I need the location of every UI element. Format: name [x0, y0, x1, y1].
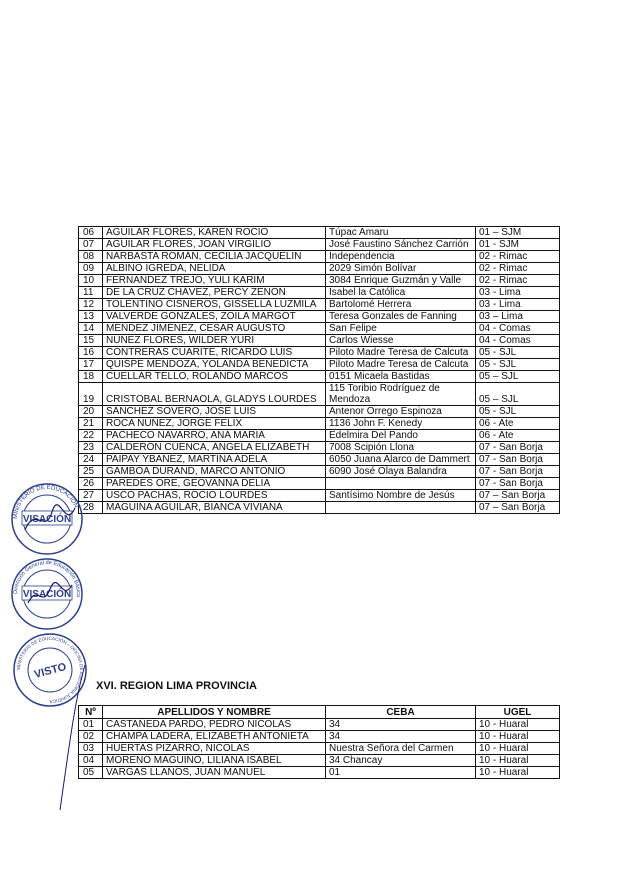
cell-ceba: Carlos Wiesse: [326, 335, 476, 347]
cell-ugel: 06 - Ate: [476, 430, 560, 442]
header-number: Nº: [79, 706, 103, 719]
cell-ceba: Edelmira Del Pando: [326, 430, 476, 442]
table-row: [79, 335, 560, 347]
cell-ugel: 05 - SJL: [476, 347, 560, 359]
cell-name: TOLENTINO CISNEROS, GISSELLA LUZMILA: [103, 299, 326, 311]
cell-ceba: 1136 John F. Kenedy: [326, 418, 476, 430]
stamp-center-text: VISACIÓN: [22, 514, 72, 525]
cell-n: 19: [79, 383, 103, 406]
cell-ugel: 05 – SJL: [476, 371, 560, 383]
cell-ugel: 02 - Rimac: [476, 251, 560, 263]
cell-ugel: 07 - San Borja: [476, 442, 560, 454]
table-row: [79, 466, 560, 478]
cell-n: 17: [79, 359, 103, 371]
cell-n: 22: [79, 430, 103, 442]
cell-n: 20: [79, 406, 103, 418]
cell-n: 18: [79, 371, 103, 383]
cell-ugel: 07 - San Borja: [476, 454, 560, 466]
table-row: [79, 418, 560, 430]
cell-n: 09: [79, 263, 103, 275]
cell-n: 25: [79, 466, 103, 478]
cell-ceba: Piloto Madre Teresa de Calcuta: [326, 359, 476, 371]
stamp-ring-text: MINISTERIO DE EDUCACIÓN: [12, 484, 79, 520]
table-row: [79, 239, 560, 251]
cell-name: CONTRERAS CUARITE, RICARDO LUIS: [103, 347, 326, 359]
cell-n: 14: [79, 323, 103, 335]
table-row: [79, 251, 560, 263]
table-row: [79, 299, 560, 311]
cell-ugel: 02 - Rimac: [476, 263, 560, 275]
cell-name: QUISPE MENDOZA, YOLANDA BENEDICTA: [103, 359, 326, 371]
table-row: [79, 478, 560, 490]
cell-name: DE LA CRUZ CHÁVEZ, PERCY ZENON: [103, 287, 326, 299]
cell-ceba: José Faustino Sánchez Carrión: [326, 239, 476, 251]
cell-name: GAMBOA DURAND, MARCO ANTONIO: [103, 466, 326, 478]
cell-ceba: Santísimo Nombre de Jesús: [326, 490, 476, 502]
table-header-row: [79, 706, 560, 719]
table-row: [79, 442, 560, 454]
stamp-ring-text: MINISTERIO DE EDUCACIÓN – OFICINA DE ASESORÍA JURÍDICA: [15, 635, 85, 705]
cell-n: 04: [79, 755, 103, 767]
header-name: APELLIDOS Y NOMBRE: [103, 706, 326, 719]
cell-name: MORENO MAGUIÑO, LILIANA ISABEL: [103, 755, 326, 767]
table-row: [79, 263, 560, 275]
cell-ceba: Bartolomé Herrera: [326, 299, 476, 311]
signature-line-visto: [30, 660, 100, 820]
table-row: [79, 323, 560, 335]
cell-ugel: 10 - Huaral: [476, 743, 560, 755]
cell-ceba: 6050 Juana Alarco de Dammert: [326, 454, 476, 466]
cell-name: SÁNCHEZ SOVERO, JOSE LUIS: [103, 406, 326, 418]
cell-ceba: [326, 478, 476, 490]
cell-name: NUÑEZ FLORES, WILDER YURI: [103, 335, 326, 347]
cell-name: PAREDES ORÉ, GEOVANNA DELIA: [103, 478, 326, 490]
cell-name: CASTAÑEDA PARDO, PEDRO NICOLAS: [103, 719, 326, 731]
cell-ceba: Independencia: [326, 251, 476, 263]
cell-n: 08: [79, 251, 103, 263]
cell-ugel: 07 – San Borja: [476, 490, 560, 502]
cell-ugel: 10 - Huaral: [476, 719, 560, 731]
cell-n: 13: [79, 311, 103, 323]
cell-name: VALVERDE GONZALES, ZOILA MARGOT: [103, 311, 326, 323]
cell-ceba: 34 Chancay: [326, 755, 476, 767]
cell-name: CUELLAR TELLO, ROLANDO MARCOS: [103, 371, 326, 383]
cell-ceba: 7008 Scipión Llona: [326, 442, 476, 454]
cell-name: MÉNDEZ JIMÉNEZ, CESAR AUGUSTO: [103, 323, 326, 335]
cell-n: 16: [79, 347, 103, 359]
cell-n: 15: [79, 335, 103, 347]
table-row: [79, 275, 560, 287]
cell-name: CHAMPA LADERA, ELIZABETH ANTONIETA: [103, 731, 326, 743]
cell-n: 11: [79, 287, 103, 299]
cell-ugel: 06 - Ate: [476, 418, 560, 430]
table-row: [79, 430, 560, 442]
table-row: [79, 371, 560, 383]
cell-name: ALBINO IGREDA, NELIDA: [103, 263, 326, 275]
cell-n: 24: [79, 454, 103, 466]
cell-ugel: 07 - San Borja: [476, 466, 560, 478]
table-row: [79, 454, 560, 466]
cell-n: 10: [79, 275, 103, 287]
table-row: [79, 383, 560, 406]
header-ceba: CEBA: [326, 706, 476, 719]
cell-name: NARBASTA ROMÁN, CECILIA JACQUELIN: [103, 251, 326, 263]
cell-name: VARGAS LLANOS, JUAN MANUEL: [103, 767, 326, 779]
cell-ceba: San Felipe: [326, 323, 476, 335]
cell-ugel: 10 - Huaral: [476, 767, 560, 779]
table-row: [79, 719, 560, 731]
table-body: [79, 227, 560, 514]
cell-name: HUERTAS PIZARRO, NICOLAS: [103, 743, 326, 755]
cell-ugel: 05 - SJL: [476, 406, 560, 418]
cell-ugel: 02 - Rimac: [476, 275, 560, 287]
table-row: [79, 227, 560, 239]
table-row: [79, 406, 560, 418]
cell-n: 02: [79, 731, 103, 743]
cell-ugel: 04 - Comas: [476, 335, 560, 347]
cell-ceba: Teresa Gonzales de Fanning: [326, 311, 476, 323]
cell-n: 06: [79, 227, 103, 239]
cell-ugel: 05 - SJL: [476, 359, 560, 371]
header-ugel: UGEL: [476, 706, 560, 719]
cell-ugel: 07 - San Borja: [476, 478, 560, 490]
cell-name: MAGUIÑA AGUILAR, BIANCA VIVIANA: [103, 502, 326, 514]
cell-ugel: 10 - Huaral: [476, 731, 560, 743]
cell-ceba: 3084 Enrique Guzmán y Valle: [326, 275, 476, 287]
cell-ceba: [326, 502, 476, 514]
stamp-center-text: VISACIÓN: [22, 589, 72, 600]
cell-ceba: 2029 Simón Bolívar: [326, 263, 476, 275]
table-row: [79, 311, 560, 323]
cell-ugel: 03 - Lima: [476, 299, 560, 311]
cell-ceba: 01: [326, 767, 476, 779]
cell-ceba: Túpac Amaru: [326, 227, 476, 239]
cell-n: 21: [79, 418, 103, 430]
cell-name: ROCA NUÑEZ, JORGE FELIX: [103, 418, 326, 430]
stamp-ring-text: Dirección General de Educación Básica: [12, 559, 82, 598]
table-body: [79, 719, 560, 779]
table-row: [79, 347, 560, 359]
cell-name: USCO PACHAS, ROCIO LOURDES: [103, 490, 326, 502]
cell-ceba: 0151 Micaela Bastidas: [326, 371, 476, 383]
cell-ugel: 01 – SJM: [476, 227, 560, 239]
table-row: [79, 359, 560, 371]
cell-ceba: 6090 José Olaya Balandra: [326, 466, 476, 478]
table-row: [79, 755, 560, 767]
table-row: [79, 490, 560, 502]
cell-ceba: Nuestra Señora del Carmen: [326, 743, 476, 755]
cell-name: FERNANDEZ TREJO, YULI KARIM: [103, 275, 326, 287]
cell-ugel: 10 - Huaral: [476, 755, 560, 767]
cell-ugel: 07 – San Borja: [476, 502, 560, 514]
cell-name: PACHECO NAVARRO, ANA MARIA: [103, 430, 326, 442]
signature-mark-2: [20, 575, 80, 615]
ceba-assignment-table: [78, 226, 560, 514]
cell-name: PAIPAY YBAÑEZ, MARTINA ADELA: [103, 454, 326, 466]
cell-n: 26: [79, 478, 103, 490]
cell-n: 07: [79, 239, 103, 251]
cell-ceba: 115 Toribio Rodríguez de Mendoza: [326, 383, 476, 406]
cell-n: 01: [79, 719, 103, 731]
cell-n: 05: [79, 767, 103, 779]
cell-ceba: Isabel la Católica: [326, 287, 476, 299]
cell-ceba: 34: [326, 731, 476, 743]
cell-ugel: 03 – Lima: [476, 311, 560, 323]
section-title-region-lima-provincia: XVI. REGION LIMA PROVINCIA: [96, 680, 257, 692]
cell-name: AGUILAR FLORES, KAREN ROCIO: [103, 227, 326, 239]
cell-n: 27: [79, 490, 103, 502]
cell-ceba: 34: [326, 719, 476, 731]
cell-n: 28: [79, 502, 103, 514]
table-row: [79, 287, 560, 299]
table-row: [79, 743, 560, 755]
stamp-center-text: VISTO: [32, 660, 68, 682]
table-row: [79, 767, 560, 779]
table-row: [79, 731, 560, 743]
cell-ceba: Piloto Madre Teresa de Calcuta: [326, 347, 476, 359]
cell-name: CRISTOBAL BERNAOLA, GLADYS LOURDES: [103, 383, 326, 406]
cell-name: CALDERÓN CUENCA, ÁNGELA ELIZABETH: [103, 442, 326, 454]
table-row: [79, 502, 560, 514]
cell-ceba: Antenor Orrego Espinoza: [326, 406, 476, 418]
cell-n: 12: [79, 299, 103, 311]
cell-ugel: 05 – SJL: [476, 383, 560, 406]
cell-ugel: 01 - SJM: [476, 239, 560, 251]
cell-n: 03: [79, 743, 103, 755]
lima-provincia-table: [78, 705, 560, 779]
cell-ugel: 04 - Comas: [476, 323, 560, 335]
cell-ugel: 03 - Lima: [476, 287, 560, 299]
cell-n: 23: [79, 442, 103, 454]
signature-mark-1: [20, 500, 80, 540]
cell-name: AGUILAR FLORES, JOAN VIRGILIO: [103, 239, 326, 251]
